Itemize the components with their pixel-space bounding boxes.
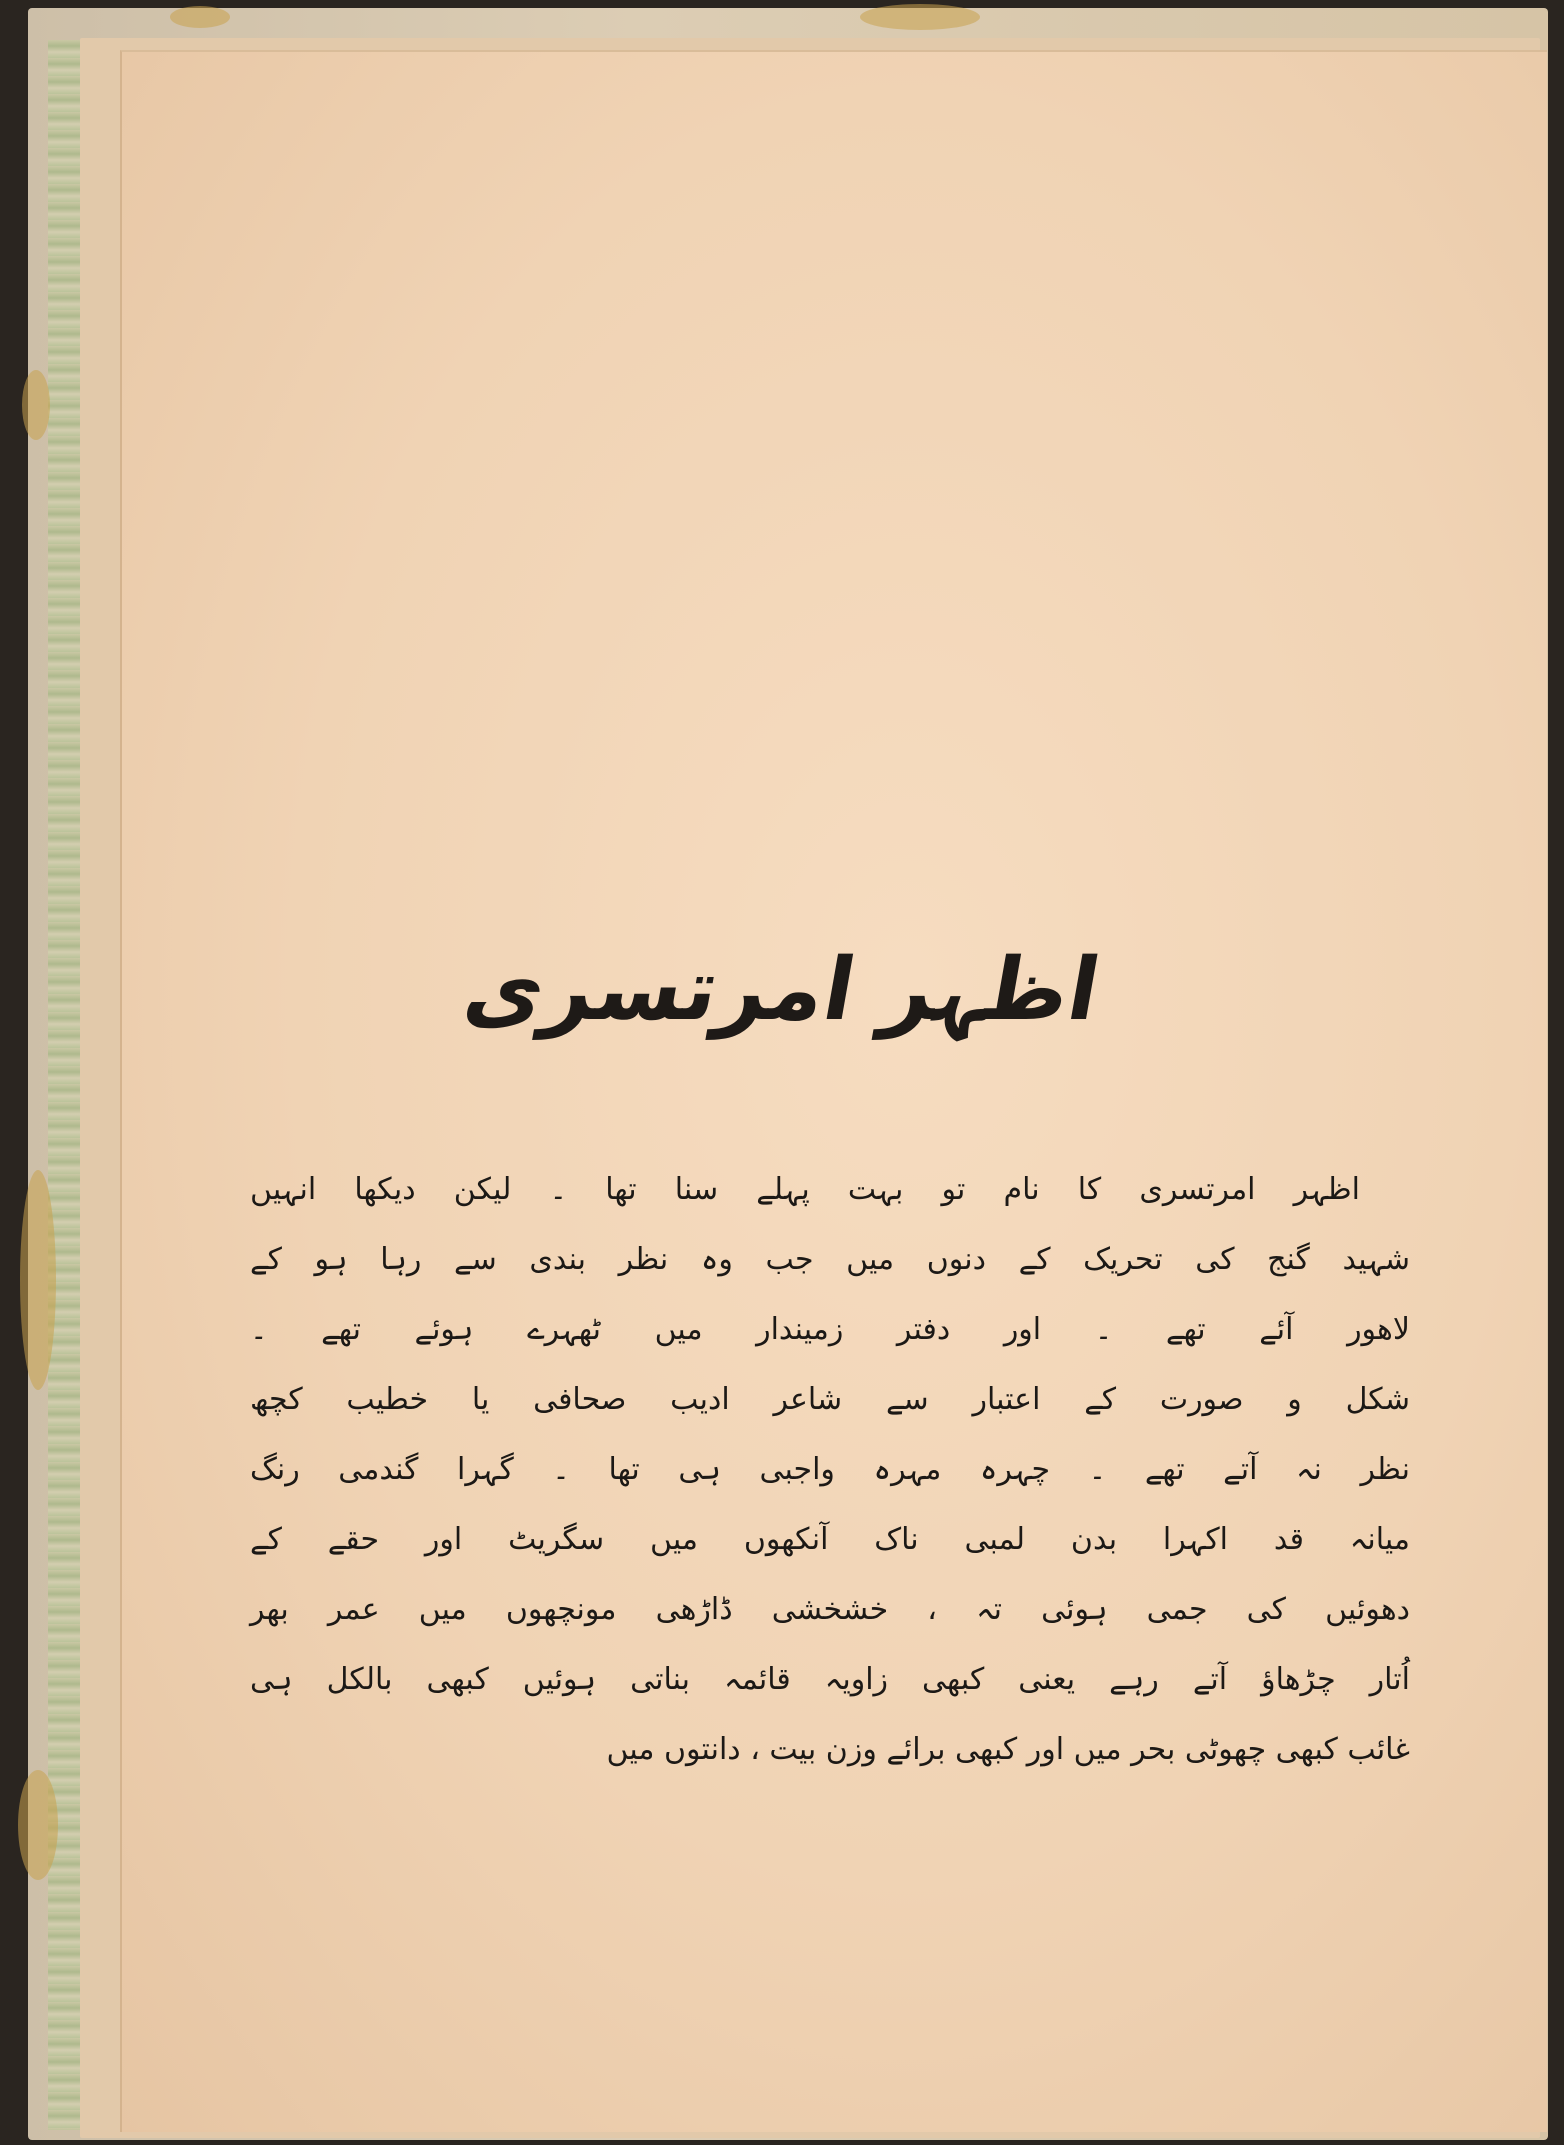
text-line: میانہ قد اکہرا بدن لمبی ناک آنکھوں میں سگریٹ اور حقے کے xyxy=(250,1522,1410,1557)
text-line: شہید گنج کی تحریک کے دنوں میں جب وہ نظر بندی سے رہا ہو کے xyxy=(250,1242,1410,1277)
paragraph xyxy=(250,1155,1410,1785)
stain-left-1 xyxy=(22,370,50,440)
text-line: لاھور آئے تھے ۔ اور دفتر زمیندار میں ٹھہرے ہوئے تھے ۔ xyxy=(250,1312,1410,1347)
text-line: غائب کبھی چھوٹی بحر میں اور کبھی برائے وزن بیت ، دانتوں میں xyxy=(606,1732,1410,1767)
stain-top xyxy=(170,6,230,28)
book-page xyxy=(120,50,1547,2132)
text-line: دھوئیں کی جمی ہوئی تہ ، خشخشی ڈاڑھی مونچھوں میں عمر بھر xyxy=(250,1592,1410,1627)
text-line: اُتار چڑھاؤ آتے رہے یعنی کبھی زاویہ قائمہ بناتی ہوئیں کبھی بالکل ہی xyxy=(250,1662,1410,1697)
text-line: نظر نہ آتے تھے ۔ چہرہ مہرہ واجبی ہی تھا ۔ گہرا گندمی رنگ xyxy=(250,1452,1410,1487)
text-line: اظہر امرتسری کا نام تو بہت پہلے سنا تھا ۔ لیکن دیکھا انہیں xyxy=(250,1172,1360,1207)
stain-top-right xyxy=(860,4,980,30)
chapter-title: اظہر امرتسری xyxy=(456,940,1108,1040)
stain-left-3 xyxy=(18,1770,58,1880)
text-line: شکل و صورت کے اعتبار سے شاعر ادیب صحافی یا خطیب کچھ xyxy=(250,1382,1410,1417)
stain-left-2 xyxy=(20,1170,56,1390)
